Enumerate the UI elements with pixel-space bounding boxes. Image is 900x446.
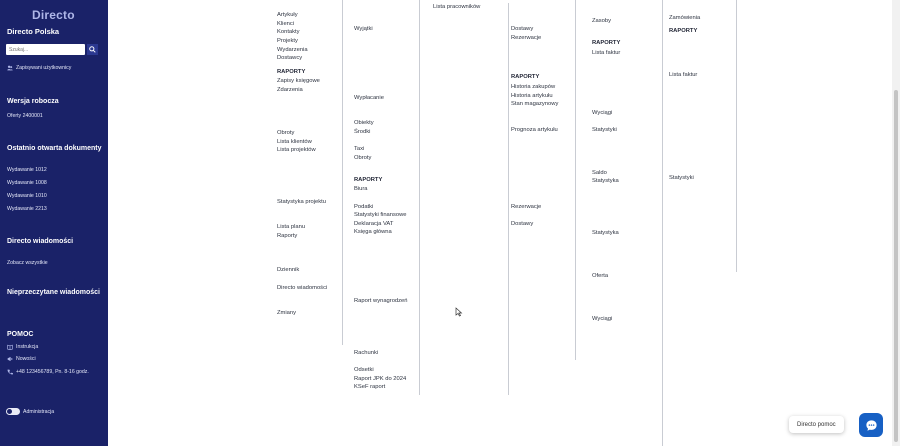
menu-link[interactable] xyxy=(669,166,736,175)
menu-section-title: RAPORTY xyxy=(277,68,306,75)
menu-link[interactable] xyxy=(592,203,662,212)
recent-documents-title: Ostatnio otwarta dokumenty xyxy=(7,145,102,152)
menu-link[interactable]: Statystyki xyxy=(669,175,694,182)
saved-searches-label: Zapisywani użytkownicy xyxy=(16,65,72,71)
menu-link[interactable] xyxy=(592,57,662,66)
help-phone-label: +48 123456789, Pn. 8-16 godz. xyxy=(16,369,89,375)
menu-link[interactable] xyxy=(592,263,662,272)
menu-link[interactable]: Rachunki xyxy=(354,349,379,356)
menu-link[interactable] xyxy=(354,76,419,85)
menu-link[interactable]: Prognoza artykułu xyxy=(511,126,558,133)
menu-link[interactable]: Raport JPK do 2024 xyxy=(354,375,407,382)
menu-link[interactable]: Raporty xyxy=(277,233,298,240)
menu-link[interactable] xyxy=(277,180,342,189)
menu-link[interactable] xyxy=(354,271,419,280)
menu-link[interactable] xyxy=(592,83,662,92)
menu-link[interactable]: Obiekty xyxy=(354,120,374,127)
menu-link[interactable] xyxy=(511,298,575,307)
admin-toggle[interactable] xyxy=(6,408,20,415)
menu-link[interactable] xyxy=(669,63,736,72)
menu-link[interactable] xyxy=(354,246,419,255)
menu-link[interactable] xyxy=(354,162,419,171)
menu-link[interactable] xyxy=(511,246,575,255)
menu-link[interactable] xyxy=(511,117,575,126)
menu-link[interactable]: Lista projektów xyxy=(277,147,316,154)
menu-link[interactable] xyxy=(354,280,419,289)
menu-link[interactable] xyxy=(669,183,736,192)
menu-link[interactable] xyxy=(592,152,662,161)
menu-link[interactable] xyxy=(511,109,575,118)
recent-document-link[interactable]: Wydawanie 1010 xyxy=(7,193,47,199)
menu-link[interactable] xyxy=(592,375,662,384)
help-manual-label: Instrukcja xyxy=(16,344,39,350)
menu-link[interactable]: Historia artykułu xyxy=(511,92,553,99)
menu-link[interactable] xyxy=(669,89,736,98)
menu-link[interactable] xyxy=(354,59,419,68)
menu-link[interactable] xyxy=(592,220,662,229)
menu-link[interactable]: Statystyka xyxy=(592,230,619,237)
menu-link[interactable]: Lista faktur xyxy=(592,49,621,56)
menu-link[interactable] xyxy=(277,275,342,284)
menu-link[interactable] xyxy=(277,103,342,112)
menu-link[interactable]: Zamówienia xyxy=(669,14,701,21)
sidebar-search-button[interactable] xyxy=(87,44,98,55)
main-menu-panel xyxy=(108,0,892,446)
menu-link[interactable] xyxy=(277,155,342,164)
menu-link[interactable] xyxy=(592,100,662,109)
menu-section-title: RAPORTY xyxy=(354,176,383,183)
messages-title: Directo wiadomości xyxy=(7,238,74,245)
recent-document-link[interactable]: Wydawanie 2213 xyxy=(7,206,47,212)
menu-link[interactable] xyxy=(511,238,575,247)
messages-view-all-link[interactable]: Zobacz wszystkie xyxy=(7,260,48,266)
help-title: POMOC xyxy=(7,331,34,338)
menu-link[interactable] xyxy=(592,92,662,101)
menu-link[interactable] xyxy=(511,229,575,238)
menu-link[interactable] xyxy=(277,112,342,121)
menu-section-title: RAPORTY xyxy=(592,39,621,46)
menu-link[interactable] xyxy=(592,117,662,126)
menu-link[interactable] xyxy=(592,401,662,410)
menu-link[interactable] xyxy=(354,137,419,146)
toggle-knob xyxy=(7,409,12,414)
menu-link[interactable] xyxy=(277,3,342,12)
menu-link[interactable] xyxy=(669,192,736,201)
menu-link[interactable] xyxy=(354,314,419,323)
unread-messages-title: Nieprzeczytane wiadomości xyxy=(7,289,100,296)
menu-link[interactable] xyxy=(592,384,662,393)
menu-link[interactable] xyxy=(592,8,662,17)
phone-icon xyxy=(7,369,13,375)
menu-link[interactable] xyxy=(354,323,419,332)
menu-link[interactable] xyxy=(511,160,575,169)
menu-link[interactable] xyxy=(354,33,419,42)
menu-link[interactable]: Lista klientów xyxy=(277,138,312,145)
menu-link[interactable] xyxy=(354,111,419,120)
menu-link[interactable]: Zdarzenia xyxy=(277,86,303,93)
chat-icon xyxy=(865,419,878,432)
work-version-link[interactable]: Oferty 2400001 xyxy=(7,113,43,119)
menu-link[interactable]: Biura xyxy=(354,186,368,193)
menu-link[interactable] xyxy=(354,85,419,94)
menu-link[interactable] xyxy=(354,263,419,272)
menu-link[interactable] xyxy=(669,80,736,89)
menu-link[interactable]: Rezerwacje xyxy=(511,204,542,211)
menu-link[interactable] xyxy=(354,289,419,298)
menu-link[interactable]: Artykuły xyxy=(277,12,298,19)
menu-link[interactable]: KSeF raport xyxy=(354,384,386,391)
menu-link[interactable] xyxy=(354,42,419,51)
menu-link[interactable]: Lista planu xyxy=(277,224,306,231)
menu-link[interactable] xyxy=(669,217,736,226)
menu-link[interactable] xyxy=(277,292,342,301)
menu-link[interactable] xyxy=(277,215,342,224)
menu-link[interactable] xyxy=(277,258,342,267)
menu-link[interactable] xyxy=(592,255,662,264)
menu-link[interactable]: Statystyki finansowe xyxy=(354,212,407,219)
megaphone-icon xyxy=(7,356,13,362)
menu-link[interactable] xyxy=(354,340,419,349)
menu-link[interactable] xyxy=(511,60,575,69)
menu-link[interactable]: Statystyki xyxy=(592,126,617,133)
menu-section-title: RAPORTY xyxy=(511,74,540,81)
menu-column-col5 xyxy=(586,0,663,446)
menu-column-col3 xyxy=(427,3,509,395)
menu-link[interactable] xyxy=(669,123,736,132)
menu-link[interactable]: Raport wynagrodzeń xyxy=(354,298,408,305)
menu-link[interactable] xyxy=(592,341,662,350)
admin-label: Administracja xyxy=(23,409,55,415)
menu-link[interactable] xyxy=(669,226,736,235)
menu-link[interactable] xyxy=(277,95,342,104)
menu-link[interactable] xyxy=(592,410,662,419)
menu-link[interactable] xyxy=(592,281,662,290)
menu-link[interactable] xyxy=(511,8,575,17)
menu-link[interactable]: Kontakty xyxy=(277,29,300,36)
menu-section-title: RAPORTY xyxy=(669,28,698,35)
menu-link[interactable] xyxy=(669,97,736,106)
menu-link[interactable]: Wyjątki xyxy=(354,25,373,32)
users-icon xyxy=(7,65,13,71)
menu-link[interactable] xyxy=(511,186,575,195)
menu-link[interactable] xyxy=(511,212,575,221)
menu-link[interactable] xyxy=(592,349,662,358)
sidebar xyxy=(0,0,108,446)
menu-link[interactable] xyxy=(511,0,575,8)
menu-link[interactable]: Saldo xyxy=(592,169,607,176)
menu-link[interactable] xyxy=(511,306,575,315)
menu-link[interactable] xyxy=(592,25,662,34)
saved-searches-link[interactable] xyxy=(7,65,71,71)
menu-link[interactable]: Dostawcy xyxy=(277,55,303,62)
menu-link[interactable]: Zmiany xyxy=(277,310,297,317)
menu-link[interactable] xyxy=(354,254,419,263)
menu-link[interactable] xyxy=(592,306,662,315)
recent-document-link[interactable]: Wydawanie 1012 xyxy=(7,167,47,173)
menu-link[interactable] xyxy=(592,427,662,436)
menu-link[interactable] xyxy=(669,114,736,123)
menu-link[interactable] xyxy=(669,106,736,115)
menu-link[interactable] xyxy=(511,135,575,144)
menu-link[interactable] xyxy=(669,54,736,63)
menu-link[interactable]: Lista pracowników xyxy=(433,4,481,10)
menu-link[interactable]: Obroty xyxy=(277,129,295,136)
menu-link[interactable] xyxy=(592,0,662,8)
menu-link[interactable] xyxy=(277,189,342,198)
menu-link[interactable]: Stan magazynowy xyxy=(511,101,559,108)
menu-link[interactable] xyxy=(669,140,736,149)
menu-column-col1 xyxy=(271,0,343,345)
menu-link[interactable] xyxy=(592,418,662,427)
menu-link[interactable]: Wypłacanie xyxy=(354,94,384,101)
work-version-title: Wersja robocza xyxy=(7,98,59,105)
menu-link[interactable] xyxy=(511,169,575,178)
menu-link[interactable] xyxy=(592,332,662,341)
menu-link[interactable] xyxy=(354,102,419,111)
help-news-label: Nowości xyxy=(16,356,36,362)
menu-link[interactable]: Lista faktur xyxy=(669,72,698,79)
menu-link[interactable] xyxy=(592,324,662,333)
menu-link[interactable]: Klienci xyxy=(277,20,295,27)
menu-link[interactable] xyxy=(592,143,662,152)
menu-link[interactable] xyxy=(592,435,662,444)
menu-link[interactable] xyxy=(511,152,575,161)
menu-link[interactable]: Zapisy księgowe xyxy=(277,78,320,85)
menu-link[interactable]: Dostawy xyxy=(511,221,534,228)
menu-link[interactable] xyxy=(669,132,736,141)
help-phone-link[interactable] xyxy=(7,369,105,376)
menu-link[interactable]: Podatki xyxy=(354,203,374,210)
book-icon xyxy=(7,344,13,350)
menu-link[interactable] xyxy=(277,206,342,215)
menu-link[interactable] xyxy=(354,332,419,341)
menu-link[interactable]: Directo wiadomości xyxy=(277,284,328,291)
menu-link[interactable] xyxy=(592,74,662,83)
scrollbar[interactable] xyxy=(892,0,900,446)
menu-link[interactable]: Wyciągi xyxy=(592,315,613,322)
menu-link[interactable] xyxy=(592,160,662,169)
menu-link[interactable] xyxy=(354,306,419,315)
menu-link[interactable]: Odsetki xyxy=(354,366,374,373)
help-news-link[interactable] xyxy=(7,356,36,362)
menu-link[interactable] xyxy=(277,163,342,172)
menu-link[interactable] xyxy=(354,68,419,77)
menu-link[interactable] xyxy=(277,301,342,310)
menu-link[interactable] xyxy=(669,149,736,158)
menu-link[interactable] xyxy=(669,209,736,218)
menu-link[interactable] xyxy=(592,195,662,204)
menu-link[interactable] xyxy=(511,281,575,290)
menu-link[interactable]: Zasoby xyxy=(592,17,612,24)
search-icon xyxy=(89,46,96,53)
menu-link[interactable] xyxy=(669,157,736,166)
menu-link[interactable] xyxy=(354,194,419,203)
menu-link[interactable] xyxy=(511,51,575,60)
sidebar-search-input[interactable] xyxy=(6,44,85,55)
menu-column-col6 xyxy=(663,0,737,272)
scrollbar-thumb[interactable] xyxy=(894,90,898,442)
menu-link[interactable] xyxy=(511,272,575,281)
menu-link[interactable] xyxy=(277,249,342,258)
chat-button[interactable] xyxy=(859,413,883,437)
menu-link[interactable]: Oferta xyxy=(592,273,609,279)
menu-link[interactable] xyxy=(277,172,342,181)
menu-link[interactable] xyxy=(669,200,736,209)
menu-link[interactable]: Statystyka xyxy=(592,178,619,185)
menu-link[interactable] xyxy=(511,195,575,204)
menu-link[interactable] xyxy=(592,358,662,367)
menu-link[interactable] xyxy=(669,46,736,55)
menu-column-col2 xyxy=(348,0,420,395)
menu-link[interactable] xyxy=(511,43,575,52)
menu-link[interactable] xyxy=(511,289,575,298)
menu-link[interactable]: Deklaracja VAT xyxy=(354,220,394,227)
menu-link[interactable] xyxy=(592,212,662,221)
menu-link[interactable] xyxy=(354,237,419,246)
menu-link[interactable] xyxy=(354,8,419,17)
menu-link[interactable] xyxy=(354,357,419,366)
menu-link[interactable]: Rezerwacje xyxy=(511,34,542,41)
menu-link[interactable] xyxy=(354,51,419,60)
menu-link[interactable] xyxy=(669,5,736,14)
menu-link[interactable] xyxy=(592,367,662,376)
menu-link[interactable] xyxy=(592,135,662,144)
menu-link[interactable] xyxy=(354,16,419,25)
company-name[interactable]: Directo Polska xyxy=(7,27,60,36)
menu-link[interactable]: Dziennik xyxy=(277,267,300,274)
menu-link[interactable] xyxy=(277,241,342,250)
menu-link[interactable]: Taxi xyxy=(354,146,365,153)
menu-link[interactable] xyxy=(592,238,662,247)
menu-column-col4 xyxy=(505,0,576,360)
menu-link[interactable]: Dostawy xyxy=(511,26,534,33)
cursor-icon xyxy=(455,307,463,317)
menu-link[interactable] xyxy=(592,289,662,298)
menu-link[interactable]: Obroty xyxy=(354,154,372,161)
menu-link[interactable]: Księga główna xyxy=(354,229,392,236)
menu-link[interactable] xyxy=(511,143,575,152)
menu-link[interactable] xyxy=(592,246,662,255)
menu-link[interactable]: Projekty xyxy=(277,37,298,44)
menu-link[interactable] xyxy=(511,255,575,264)
menu-link[interactable]: Historia zakupów xyxy=(511,83,556,90)
help-manual-link[interactable] xyxy=(7,344,38,350)
menu-link[interactable]: Środki xyxy=(354,128,371,135)
menu-link[interactable]: Wyciągi xyxy=(592,109,613,116)
menu-link[interactable] xyxy=(511,263,575,272)
menu-link[interactable] xyxy=(592,298,662,307)
directo-logo[interactable]: Directo xyxy=(32,8,75,22)
menu-link[interactable] xyxy=(592,186,662,195)
menu-link[interactable] xyxy=(277,120,342,129)
menu-link[interactable] xyxy=(511,177,575,186)
menu-link[interactable] xyxy=(669,235,736,244)
menu-link[interactable]: Statystyka projektu xyxy=(277,198,326,205)
menu-link[interactable]: Wydarzenia xyxy=(277,46,308,53)
menu-link[interactable] xyxy=(669,243,736,252)
recent-document-link[interactable]: Wydawanie 1008 xyxy=(7,180,47,186)
menu-link[interactable] xyxy=(669,37,736,46)
menu-link[interactable] xyxy=(592,66,662,75)
menu-link[interactable] xyxy=(354,0,419,8)
menu-link[interactable] xyxy=(592,392,662,401)
chat-help-label[interactable]: Directo pomoc xyxy=(789,416,844,433)
menu-link[interactable] xyxy=(511,17,575,26)
